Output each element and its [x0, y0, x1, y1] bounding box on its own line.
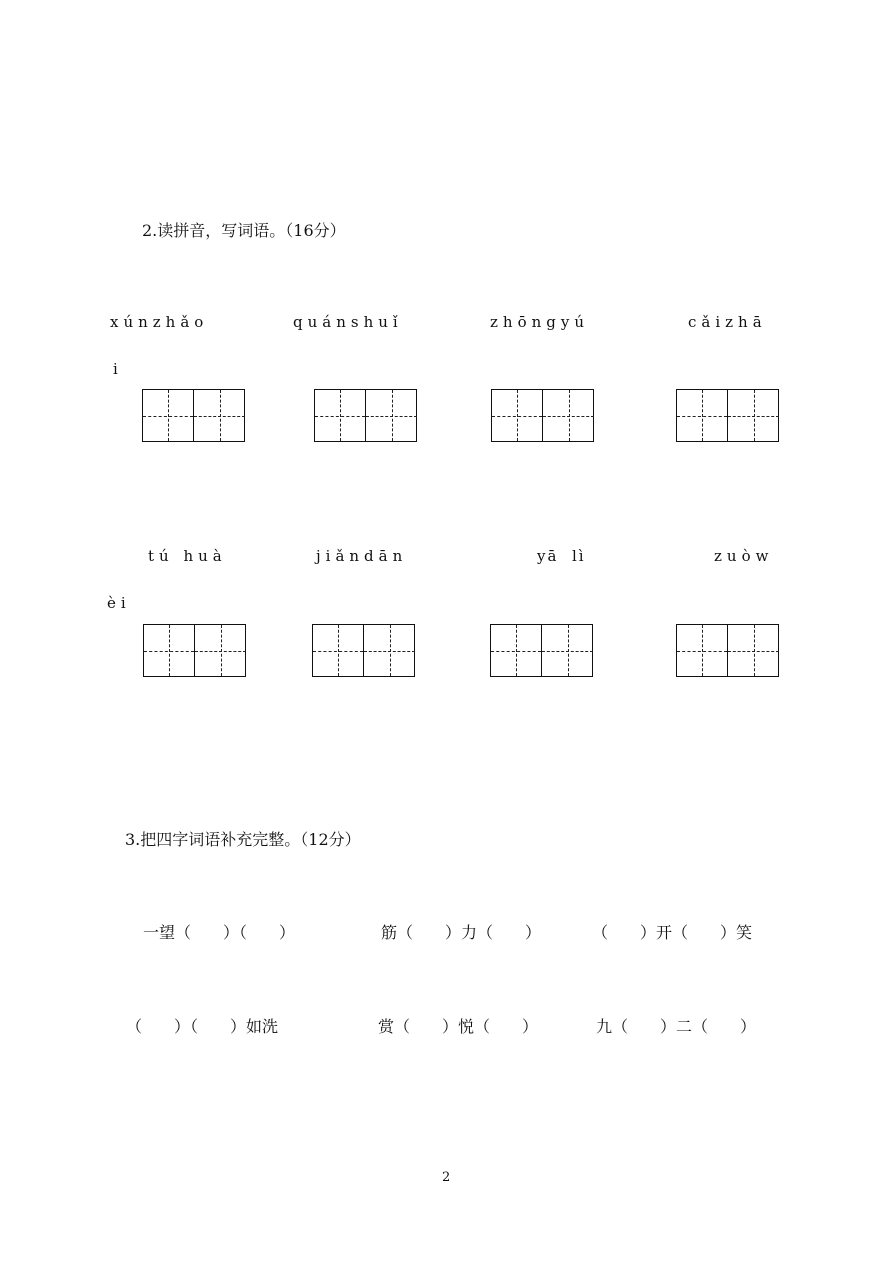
section-2-heading: 2.读拼音，写词语。（16分）	[142, 221, 346, 240]
writing-box[interactable]	[676, 624, 779, 677]
pinyin-wrap-i: i	[113, 360, 123, 378]
idiom-blank-1[interactable]: 一望（ ）（ ）	[143, 923, 296, 942]
idiom-blank-6[interactable]: 九（ ）二（ ）	[596, 1017, 757, 1036]
idiom-blank-4[interactable]: （ ）（ ）如洗	[126, 1017, 279, 1036]
pinyin-caizhai: cǎizhā	[688, 313, 767, 331]
writing-box[interactable]	[490, 624, 593, 677]
idiom-blank-2[interactable]: 筋（ ）力（ ）	[381, 923, 542, 942]
page-number: 2	[442, 1170, 451, 1185]
writing-box[interactable]	[312, 624, 415, 677]
writing-box[interactable]	[676, 389, 779, 442]
pinyin-wrap-ei: èi	[107, 594, 131, 612]
pinyin-xunzhao: xúnzhǎo	[110, 313, 209, 331]
idiom-blank-5[interactable]: 赏（ ）悦（ ）	[378, 1017, 539, 1036]
section-3-heading: 3.把四字词语补充完整。（12分）	[125, 830, 361, 849]
writing-box[interactable]	[314, 389, 417, 442]
pinyin-zuowei: zuòw	[714, 547, 774, 565]
writing-box[interactable]	[142, 389, 245, 442]
pinyin-quanshui: quánshuǐ	[293, 313, 403, 331]
idiom-blank-3[interactable]: （ ）开（ ）笑	[592, 923, 753, 942]
pinyin-jiandan: jiǎndān	[316, 547, 408, 565]
pinyin-zhongyu: zhōngyú	[490, 313, 589, 331]
writing-box[interactable]	[491, 389, 594, 442]
pinyin-yali: yā lì	[537, 547, 586, 565]
pinyin-tuhua: tú huà	[148, 547, 227, 565]
writing-box[interactable]	[143, 624, 246, 677]
